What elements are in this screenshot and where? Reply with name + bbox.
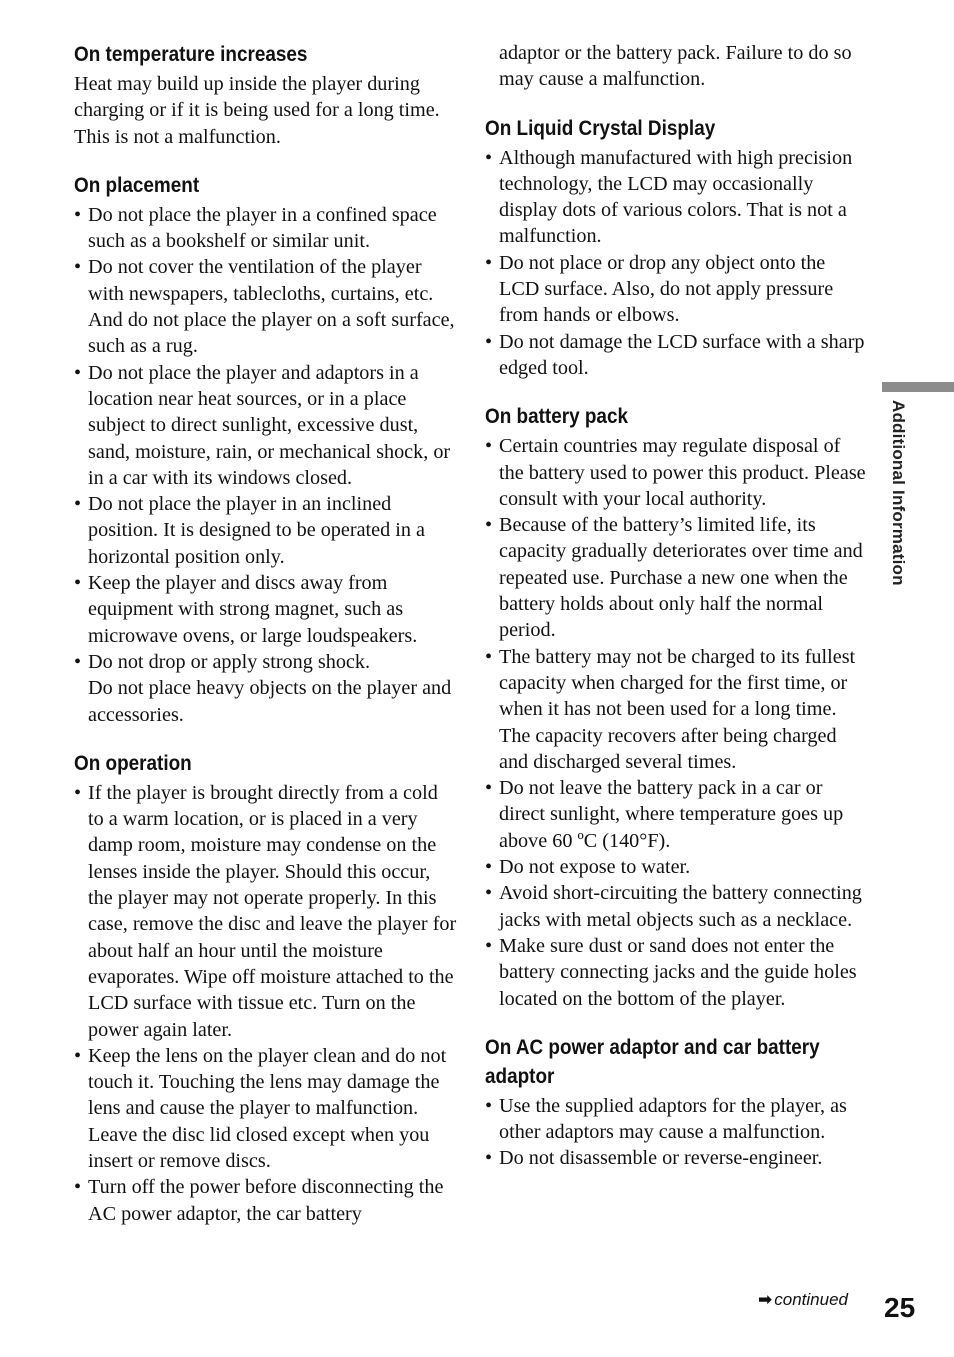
bullet-glyph: • <box>485 330 493 353</box>
list-item-text: Do not place or drop any object onto the LCD surface. Also, do not apply pressure from hands or elbows. <box>499 251 834 327</box>
list-item-text: Avoid short-circuiting the battery connecting jacks with metal objects such as a necklace. <box>499 882 862 931</box>
bullet-list <box>74 202 458 728</box>
bullet-glyph: • <box>74 493 82 516</box>
list-item-text: Use the supplied adaptors for the player, as other adaptors may cause a malfunction. <box>499 1094 847 1144</box>
right-column <box>485 40 868 1193</box>
section-continuation <box>485 40 868 93</box>
continuation-text: adaptor or the battery pack. Failure to do so may cause a malfunction. <box>499 42 852 91</box>
section-heading: On temperature increases <box>74 42 308 66</box>
bullet-glyph: • <box>74 361 82 384</box>
bullet-glyph: • <box>485 146 493 169</box>
section-temperature <box>74 40 458 150</box>
list-item-text: Turn off the power before disconnecting the AC power adaptor, the car battery <box>88 1176 444 1225</box>
list-item <box>74 570 458 649</box>
list-item-text: Although manufactured with high precision technology, the LCD may occasionally display dots of various colors. That is not a malfunction. <box>499 146 853 248</box>
bullet-list <box>74 780 458 1227</box>
bullet-glyph: • <box>74 1044 82 1067</box>
list-item-text: Do not drop or apply strong shock. <box>88 650 371 673</box>
continued-label: continued <box>774 1290 848 1309</box>
continued-note <box>758 1290 848 1310</box>
section-heading: On placement <box>74 172 200 197</box>
list-item <box>485 433 868 512</box>
bullet-glyph: • <box>485 934 493 957</box>
bullet-glyph: • <box>74 256 82 279</box>
bullet-glyph: • <box>485 251 493 274</box>
list-item <box>74 649 458 728</box>
list-item <box>485 854 868 880</box>
section-lcd <box>485 114 868 382</box>
bullet-glyph: • <box>485 1147 493 1170</box>
bullet-glyph: • <box>485 882 493 905</box>
bullet-glyph: • <box>485 435 493 458</box>
bullet-glyph: • <box>485 645 493 668</box>
arrow-right-icon: ➡ <box>758 1290 773 1309</box>
list-item <box>485 880 868 933</box>
list-item-text: If the player is brought directly from a cold to a warm location, or is placed in a very damp room, moisture may condense on the lenses inside the player. Should this occur, the player may not operate properly. In this case, remove the disc and leave the player for about half an hour until the moisture evaporates. Wipe off moisture attached to the LCD surface with tissue etc. Turn on the power again later. <box>88 781 457 1041</box>
page-number: 25 <box>884 1292 916 1323</box>
list-item-text: Make sure dust or sand does not enter the battery connecting jacks and the guide holes located on the bottom of the player. <box>499 934 857 1010</box>
list-item <box>74 1174 458 1227</box>
list-item-text: Keep the player and discs away from equipment with strong magnet, such as microwave ovens, or large loudspeakers. <box>88 572 418 647</box>
bullet-glyph: • <box>485 856 493 879</box>
list-item <box>485 329 868 382</box>
bullet-glyph: • <box>485 514 493 537</box>
list-item-text: The battery may not be charged to its fullest capacity when charged for the first time, or when it has not been used for a long time. The capacity recovers after being charged and discharged several times. <box>499 645 856 773</box>
list-item <box>485 1145 868 1171</box>
section-heading: On Liquid Crystal Display <box>485 115 716 140</box>
list-item <box>74 1043 458 1174</box>
bullet-glyph: • <box>485 1094 493 1117</box>
list-item-followup: Do not place heavy objects on the player and accessories. <box>88 677 452 726</box>
bullet-glyph: • <box>74 781 82 804</box>
list-item <box>485 512 868 643</box>
list-item-text: Do not leave the battery pack in a car or direct sunlight, where temperature goes up above 60 ºC (140°F). <box>499 777 844 852</box>
list-item-text: Because of the battery’s limited life, its capacity gradually deteriorates over time and repeated use. Purchase a new one when the battery holds about only half the normal period. <box>499 514 863 642</box>
bullet-list <box>485 433 868 1012</box>
section-placement <box>74 171 458 728</box>
list-item <box>485 933 868 1012</box>
list-item <box>74 202 458 255</box>
section-paragraph: Heat may build up inside the player during charging or if it is being used for a long time. This is not a malfunction. <box>74 73 440 148</box>
list-item <box>485 250 868 329</box>
section-heading: On battery pack <box>485 404 628 429</box>
list-item <box>485 145 868 250</box>
bullet-glyph: • <box>74 1176 82 1199</box>
bullet-glyph: • <box>485 777 493 800</box>
list-item-text: Do not place the player in an inclined position. It is designed to be operated in a horizontal position only. <box>88 493 425 568</box>
list-item-text: Do not disassemble or reverse-engineer. <box>499 1147 823 1170</box>
list-item-text: Do not place the player and adaptors in a location near heat sources, or in a place subject to direct sunlight, excessive dust, sand, moisture, rain, or mechanical shock, or in a car with its windows closed. <box>88 361 451 489</box>
section-battery-pack <box>485 402 868 1012</box>
section-ac-adaptor <box>485 1033 868 1172</box>
bullet-glyph: • <box>74 572 82 595</box>
list-item <box>485 644 868 775</box>
list-item <box>74 780 458 1043</box>
list-item-text: Do not expose to water. <box>499 856 691 879</box>
bullet-glyph: • <box>74 203 82 226</box>
list-item-text: Certain countries may regulate disposal of the battery used to power this product. Please consult with your local authority. <box>499 435 866 510</box>
list-item-text: Do not damage the LCD surface with a sharp edged tool. <box>499 330 865 379</box>
list-item <box>74 491 458 570</box>
list-item <box>74 360 458 491</box>
section-heading: On operation <box>74 750 192 775</box>
list-item-text: Do not place the player in a confined space such as a bookshelf or similar unit. <box>88 203 437 253</box>
bullet-list <box>485 1093 868 1172</box>
list-item-text: Keep the lens on the player clean and do not touch it. Touching the lens may damage the lens and cause the player to malfunction. Leave the disc lid closed except when you insert or remove discs. <box>88 1044 447 1172</box>
section-operation <box>74 749 458 1227</box>
list-item-text: Do not cover the ventilation of the player with newspapers, tablecloths, curtains, etc. And do not place the player on a soft surface, such as a rug. <box>88 256 455 358</box>
list-item <box>485 775 868 854</box>
list-item <box>485 1093 868 1146</box>
bullet-list <box>485 145 868 382</box>
side-tab-bar <box>882 382 954 392</box>
bullet-glyph: • <box>74 650 82 673</box>
list-item <box>74 254 458 359</box>
section-heading: On AC power adaptor and car battery adaptor <box>485 1034 820 1088</box>
side-tab-label: Additional Information <box>889 400 908 586</box>
left-column <box>74 40 458 1248</box>
